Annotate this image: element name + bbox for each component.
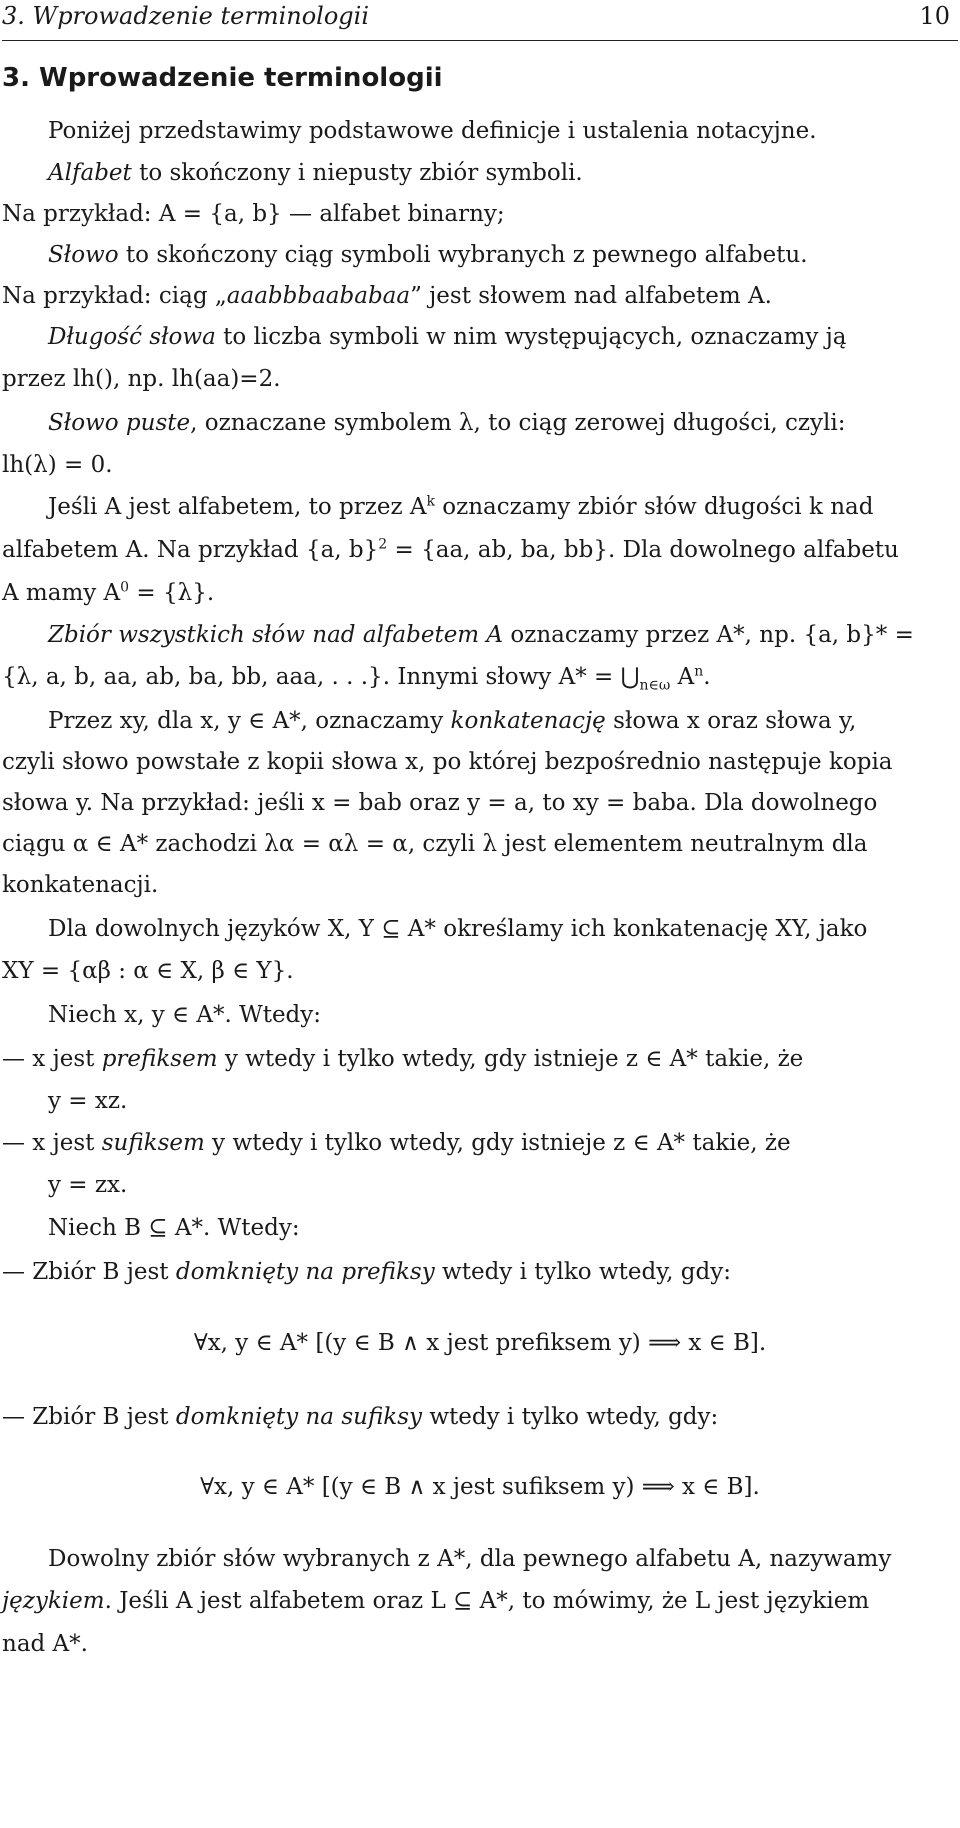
text-line: y = xz. (48, 1088, 128, 1114)
text-run: A (670, 664, 695, 690)
text-run: Przez xy, dla x, y ∈ A*, oznaczamy (48, 708, 451, 734)
text-run: . (703, 664, 711, 690)
text-run: słowa x oraz słowa y, (605, 708, 857, 734)
list-item (2, 1404, 718, 1430)
text-run: oznaczamy zbiór słów długości k nad (434, 494, 874, 520)
text-line (48, 410, 846, 436)
defined-term: prefiksem (101, 1046, 218, 1072)
text-run: — x jest (2, 1130, 102, 1156)
text-line: Niech x, y ∈ A*. Wtedy: (48, 1002, 322, 1028)
text-line: Dowolny zbiór słów wybranych z A*, dla pewnego alfabetu A, nazywamy (48, 1546, 892, 1572)
superscript: 0 (120, 579, 130, 596)
text-run: ” jest słowem nad alfabetem A. (410, 283, 772, 309)
defined-term: sufiksem (101, 1130, 205, 1156)
text-run: , oznaczane symbolem λ, to ciąg zerowej długości, czyli: (190, 410, 846, 436)
text-run: = {aa, ab, ba, bb}. Dla dowolnego alfabetu (387, 537, 899, 563)
text-line: Dla dowolnych języków X, Y ⊆ A* określamy ich konkatenację XY, jako (48, 916, 868, 942)
text-run: wtedy i tylko wtedy, gdy: (434, 1259, 731, 1285)
text-run: — Zbiór B jest (2, 1259, 176, 1285)
text-line: Na przykład: A = {a, b} — alfabet binarny; (2, 201, 505, 227)
text-run: = {λ}. (129, 580, 215, 606)
text-line: XY = {αβ : α ∈ X, β ∈ Y}. (2, 958, 294, 984)
text-run: y wtedy i tylko wtedy, gdy istnieje z ∈ A* takie, że (204, 1130, 791, 1156)
display-formula: ∀x, y ∈ A* [(y ∈ B ∧ x jest prefiksem y) ⟹ x ∈ B]. (193, 1330, 767, 1356)
defined-term: językiem (2, 1588, 105, 1614)
text-run: to liczba symboli w nim występujących, oznaczamy ją (215, 324, 847, 350)
text-run: — Zbiór B jest (2, 1404, 176, 1430)
text-line: Poniżej przedstawimy podstawowe definicje i ustalenia notacyjne. (48, 118, 817, 144)
text-run: wtedy i tylko wtedy, gdy: (422, 1404, 719, 1430)
subscript: n∈ω (639, 677, 671, 694)
text-line: słowa y. Na przykład: jeśli x = bab oraz y = a, to xy = baba. Dla dowolnego (2, 790, 878, 816)
text-line: konkatenacji. (2, 872, 159, 898)
defined-term: domknięty na sufiksy (175, 1404, 423, 1430)
defined-term: Zbiór wszystkich słów nad alfabetem A (48, 622, 504, 648)
running-header (2, 2, 958, 30)
text-run: to skończony ciąg symboli wybranych z pewnego alfabetu. (118, 242, 808, 268)
superscript: n (694, 663, 704, 680)
defined-term: konkatenację (450, 708, 606, 734)
defined-term: domknięty na prefiksy (175, 1259, 435, 1285)
text-line (2, 663, 711, 694)
text-run: oznaczamy przez A*, np. {a, b}* = (503, 622, 914, 648)
text-run: Jeśli A jest alfabetem, to przez A (48, 494, 427, 520)
header-rule (2, 40, 958, 41)
text-line: ciągu α ∈ A* zachodzi λα = αλ = α, czyli λ jest elementem neutralnym dla (2, 831, 868, 857)
text-line: przez lh(), np. lh(aa)=2. (2, 366, 281, 392)
text-line (2, 1588, 869, 1614)
example-word: aaabbbaababaa (226, 283, 411, 309)
text-line: lh(λ) = 0. (2, 452, 113, 478)
text-run: Na przykład: ciąg „ (2, 283, 227, 309)
text-line (48, 242, 808, 268)
text-line (48, 708, 856, 734)
page-number: 10 (919, 2, 950, 30)
text-line (48, 160, 583, 186)
text-run: {λ, a, b, aa, ab, ba, bb, aaa, . . .}. Innymi słowy A* = ⋃ (2, 664, 640, 690)
defined-term: Alfabet (48, 160, 132, 186)
text-line: y = zx. (48, 1172, 128, 1198)
list-item (2, 1130, 791, 1156)
list-item (2, 1259, 731, 1285)
section-title: 3. Wprowadzenie terminologii (2, 63, 443, 93)
text-line (48, 494, 873, 520)
text-line (2, 283, 772, 309)
text-run: A mamy A (2, 580, 121, 606)
display-formula: ∀x, y ∈ A* [(y ∈ B ∧ x jest sufiksem y) ⟹ x ∈ B]. (200, 1474, 760, 1500)
text-run: . Jeśli A jest alfabetem oraz L ⊆ A*, to mówimy, że L jest językiem (104, 1588, 870, 1614)
superscript: 2 (378, 536, 388, 553)
text-run: alfabetem A. Na przykład {a, b} (2, 537, 379, 563)
text-run: to skończony i niepusty zbiór symboli. (131, 160, 583, 186)
text-run: y wtedy i tylko wtedy, gdy istnieje z ∈ A* takie, że (217, 1046, 804, 1072)
defined-term: Długość słowa (48, 324, 216, 350)
text-line (2, 580, 214, 606)
text-line: czyli słowo powstałe z kopii słowa x, po której bezpośrednio następuje kopia (2, 749, 893, 775)
text-line (2, 537, 899, 563)
superscript: k (426, 493, 435, 510)
text-run: — x jest (2, 1046, 102, 1072)
running-title: 3. Wprowadzenie terminologii (2, 2, 370, 30)
defined-term: Słowo (48, 242, 119, 268)
defined-term: Słowo puste (48, 410, 191, 436)
text-line: nad A*. (2, 1631, 88, 1657)
text-line: Niech B ⊆ A*. Wtedy: (48, 1215, 300, 1241)
text-line (48, 324, 847, 350)
list-item (2, 1046, 803, 1072)
text-line (48, 622, 914, 648)
